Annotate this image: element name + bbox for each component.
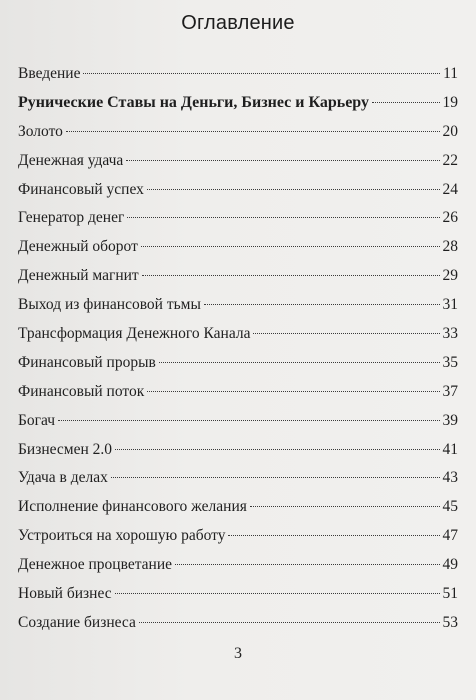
toc-entry-page: 31 [442,296,458,314]
toc-entry-label: Создание бизнеса [18,613,136,631]
dot-leader [66,131,440,132]
toc-entry-label: Новый бизнес [18,585,112,603]
dot-leader [111,477,440,478]
toc-entry-page: 22 [442,151,458,169]
toc-entry-page: 20 [442,122,458,140]
toc-entry-page: 19 [442,93,458,111]
dot-leader [142,275,440,276]
toc-entry-page: 39 [442,411,458,429]
dot-leader [228,535,439,536]
dot-leader [127,217,439,218]
toc-entry[interactable] [18,320,458,349]
dot-leader [372,102,440,103]
dot-leader [147,391,439,392]
toc-entry[interactable] [18,262,458,291]
toc-entry-label: Введение [18,65,81,82]
page-number: 3 [234,645,242,662]
dot-leader [58,420,439,421]
toc-entry-label: Денежный магнит [18,267,139,285]
toc-entry[interactable] [18,60,458,89]
toc-entry-page: 24 [442,180,458,198]
toc-entry[interactable] [18,378,458,407]
toc-entry[interactable] [18,176,458,205]
toc-entry[interactable] [18,522,458,551]
dot-leader [204,304,440,305]
toc-entry[interactable] [18,349,458,378]
page-title: Оглавление [181,12,295,34]
toc-entry[interactable] [18,493,458,522]
toc-entry[interactable] [18,204,458,233]
toc-entry-page: 49 [442,556,458,574]
dot-leader [115,449,440,450]
toc-entry-label: Трансформация Денежного Канала [18,325,251,343]
toc-entry[interactable] [18,436,458,465]
dot-leader [175,564,439,565]
toc-entry-label: Исполнение финансового желания [18,498,247,516]
dot-leader [250,506,440,507]
toc-entry[interactable] [18,233,458,262]
toc-entry-label: Денежный оборот [18,238,138,256]
dot-leader [253,333,439,334]
toc-entry-page: 47 [442,527,458,545]
dot-leader [141,246,440,247]
toc-entry-page: 28 [442,238,458,256]
toc-entry-label: Финансовый успех [18,180,144,198]
toc-entry[interactable] [18,291,458,320]
toc-entry-label: Богач [18,411,56,429]
toc-entry-page: 45 [442,498,458,516]
toc-entry-label: Бизнесмен 2.0 [18,440,112,458]
toc-entry[interactable] [18,118,458,147]
toc-entry-label: Золото [18,122,63,140]
dot-leader [147,189,440,190]
toc-entry[interactable] [18,609,458,638]
dot-leader [83,73,440,74]
toc-entry-label: Выход из финансовой тьмы [18,296,201,314]
toc-entry-label: Денежное процветание [18,556,173,574]
toc-entry-label: Денежная удача [18,151,124,169]
toc-entry-page: 43 [442,469,458,487]
toc-entry-label: Финансовый прорыв [18,353,156,371]
toc-entry-label: Рунические Ставы на Деньги, Бизнес и Карьеру [18,93,369,111]
toc-entry[interactable] [18,551,458,580]
table-of-contents [18,60,458,638]
toc-entry-page: 35 [442,353,458,371]
toc-entry[interactable] [18,407,458,436]
toc-entry-page: 33 [442,325,458,343]
dot-leader [115,593,440,594]
toc-entry-page: 37 [442,382,458,400]
toc-entry-label: Финансовый поток [18,382,145,400]
toc-entry[interactable] [18,464,458,493]
toc-entry-page: 53 [442,613,458,631]
dot-leader [139,622,440,623]
dot-leader [126,160,439,161]
toc-entry-page: 11 [443,65,458,82]
toc-entry[interactable] [18,147,458,176]
toc-entry-page: 41 [442,440,458,458]
toc-entry[interactable] [18,89,458,118]
dot-leader [159,362,440,363]
toc-entry-page: 26 [442,209,458,227]
toc-entry-label: Генератор денег [18,209,125,227]
toc-entry-label: Устроиться на хорошую работу [18,527,226,545]
toc-entry-page: 51 [442,585,458,603]
toc-entry-label: Удача в делах [18,469,108,487]
toc-entry-page: 29 [442,267,458,285]
toc-entry[interactable] [18,580,458,609]
